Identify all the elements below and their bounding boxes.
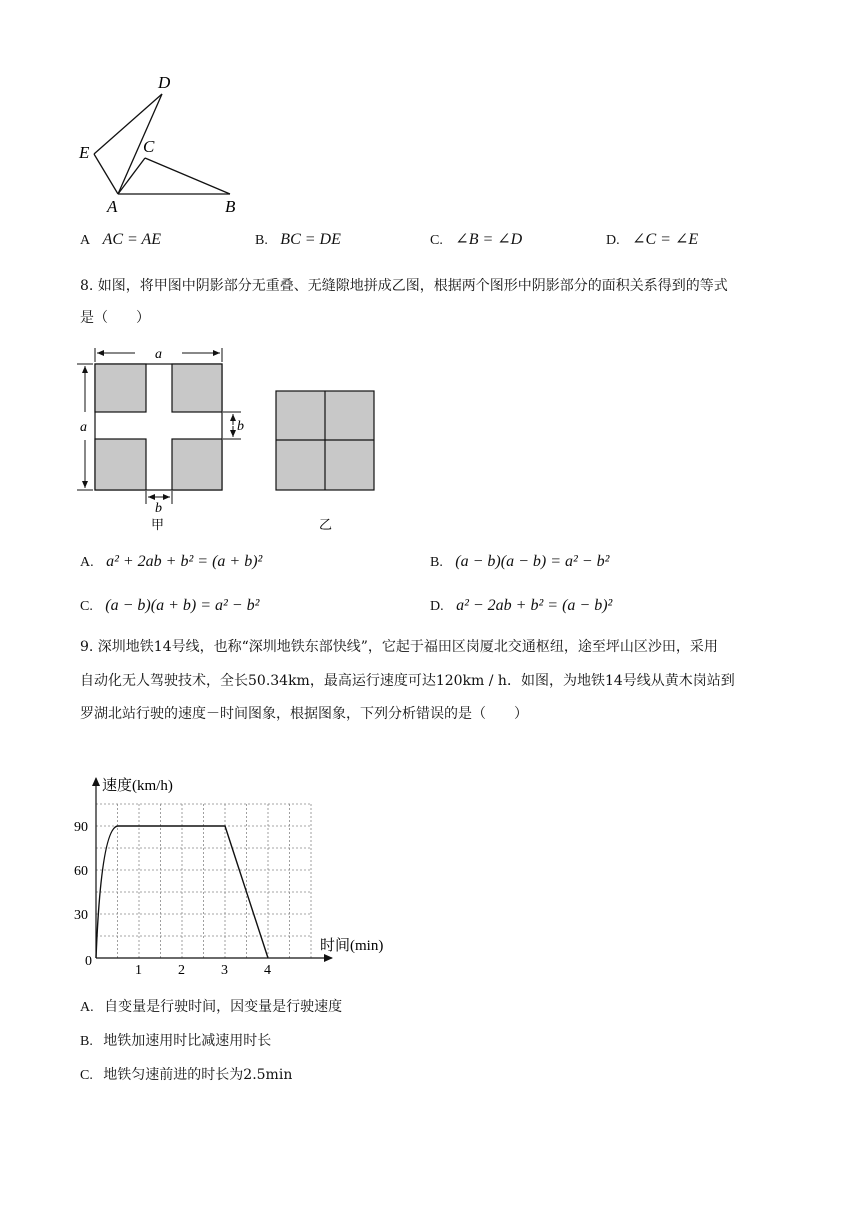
dim-b-bottom: b <box>155 501 162 516</box>
q8-option-b[interactable]: B. (a − b)(a − b) = a² − b² <box>430 553 610 570</box>
label-A: A <box>107 197 118 216</box>
label-B: B <box>225 197 236 216</box>
y-tick-label-90: 90 <box>74 820 88 835</box>
speed-time-chart <box>70 768 400 978</box>
q8-stem-line1: 8. 如图，将甲图中阴影部分无重叠、无缝隙地拼成乙图，根据两个图形中阴影部分的面积关系得到的等式 <box>80 278 728 294</box>
label-C: C <box>143 137 155 156</box>
q9-stem-line3: 罗湖北站行驶的速度－时间图象，根据图象，下列分析错误的是（ ） <box>80 706 528 722</box>
label-D: D <box>158 73 171 92</box>
dim-a-top: a <box>155 347 162 362</box>
q7-option-a[interactable]: A AC = AE <box>80 231 162 248</box>
chart-origin-label: 0 <box>85 954 92 969</box>
caption-jia: 甲 <box>151 517 165 532</box>
q7-option-c[interactable]: C. ∠B = ∠D <box>430 231 523 248</box>
q7-geometry-figure <box>70 70 250 220</box>
q8-stem-line2: 是（ ） <box>80 310 150 326</box>
q7-option-d[interactable]: D. ∠C = ∠E <box>606 231 699 248</box>
chart-grid <box>96 804 311 958</box>
q9-option-b[interactable]: B. 地铁加速用时比减速用时长 <box>80 1033 272 1049</box>
q7-option-b[interactable]: B. BC = DE <box>255 231 341 248</box>
y-tick-label-60: 60 <box>74 864 88 879</box>
q9-option-a[interactable]: A. 自变量是行驶时间，因变量是行驶速度 <box>80 999 343 1015</box>
x-tick-label-3: 3 <box>221 963 228 978</box>
q8-option-c[interactable]: C. (a − b)(a + b) = a² − b² <box>80 597 260 614</box>
chart-x-axis-label: 时间(min) <box>320 938 384 954</box>
q9-option-c[interactable]: C. 地铁匀速前进的时长为2.5min <box>80 1067 293 1083</box>
x-tick-label-1: 1 <box>135 963 142 978</box>
dim-b-right: b <box>237 419 244 434</box>
chart-tick-labels <box>74 820 271 978</box>
q8-option-a[interactable]: A. a² + 2ab + b² = (a + b)² <box>80 553 263 570</box>
chart-axes <box>92 777 333 962</box>
q9-stem-line2: 自动化无人驾驶技术，全长50.34km，最高运行速度可达120km / h．如图，为地铁14号线从黄木岗站到 <box>80 673 735 689</box>
q9-stem-line1: 9. 深圳地铁14号线，也称“深圳地铁东部快线”，它起于福田区岗厦北交通枢纽，途至坪山区沙田，采用 <box>80 639 718 655</box>
y-tick-label-30: 30 <box>74 908 88 923</box>
dim-a-left: a <box>80 420 87 435</box>
chart-y-axis-label: 速度(km/h) <box>102 778 173 794</box>
x-tick-label-2: 2 <box>178 963 185 978</box>
y-axis-arrow <box>92 777 100 786</box>
q8-figures <box>75 340 395 535</box>
x-axis-arrow <box>324 954 333 962</box>
q8-option-d[interactable]: D. a² − 2ab + b² = (a − b)² <box>430 597 613 614</box>
x-tick-label-4: 4 <box>264 963 271 978</box>
label-E: E <box>79 143 90 162</box>
caption-yi: 乙 <box>319 517 333 532</box>
